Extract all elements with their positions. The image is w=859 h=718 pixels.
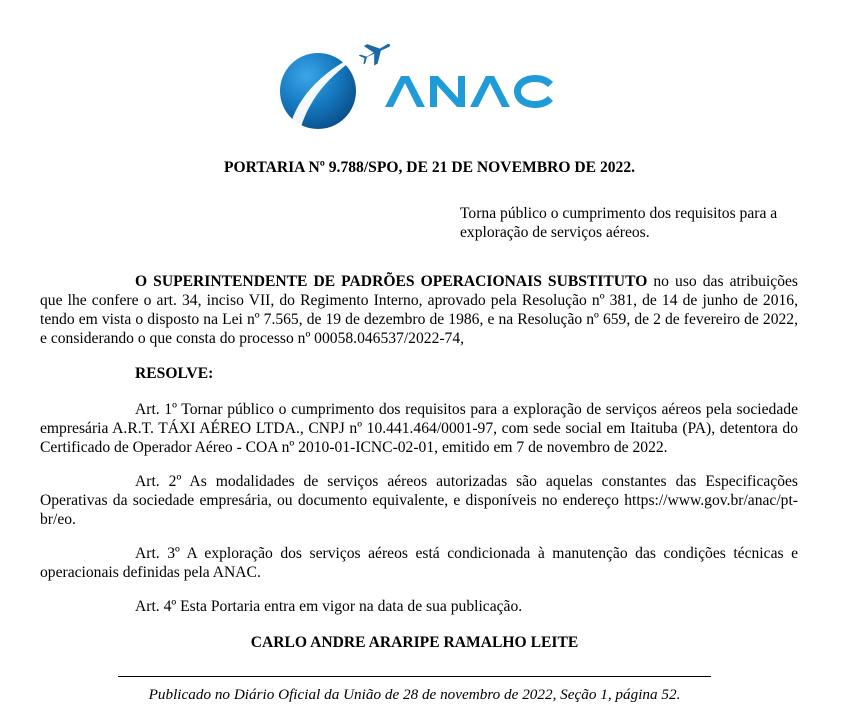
signatory-name: CARLO ANDRE ARARIPE RAMALHO LEITE <box>250 634 579 651</box>
preamble-paragraph <box>40 272 798 348</box>
globe-icon <box>280 50 368 130</box>
article-2: Art. 2º As modalidades de serviços aéreos autorizadas são aquelas constantes das Especificações Operativas da sociedade empresária, ou documento equivalente, e disponíveis no endereço https://www.gov.br/anac/pt-br/eo. <box>40 473 798 528</box>
preamble-text: no uso das atribuições que lhe confere o art. 34, inciso VII, do Regimento Interno, aprovado pela Resolução nº 381, de 14 de junho de 2016, tendo em vista o disposto na Lei nº 7.565, de 19 de dezembro de 1986, e na Resolução nº 659, de 2 de fevereiro de 2022, e considerando o que consta do processo nº 00058.046537/2022-74, <box>40 273 798 347</box>
resolve-heading: RESOLVE: <box>135 365 214 382</box>
document-summary: Torna público o cumprimento dos requisitos para a exploração de serviços aéreos. <box>460 205 778 241</box>
airplane-icon <box>356 35 395 70</box>
article-1: Art. 1º Tornar público o cumprimento dos requisitos para a exploração de serviços aéreos pela sociedade empresária A.R.T. TÁXI AÉREO LTDA., CNPJ nº 10.441.464/0001-97, com sede social em Itaituba (PA), detentora do Certificado de Operador Aéreo - COA nº 2010-01-ICNC-02-01, emitido em 7 de novembro de 2022. <box>40 401 798 456</box>
anac-wordmark <box>385 75 553 108</box>
document-title: PORTARIA Nº 9.788/SPO, DE 21 DE NOVEMBRO DE 2022. <box>223 159 636 176</box>
anac-logo <box>276 34 560 140</box>
preamble-authority: O SUPERINTENDENTE DE PADRÕES OPERACIONAIS SUBSTITUTO <box>135 273 648 290</box>
article-4: Art. 4º Esta Portaria entra em vigor na data de sua publicação. <box>135 598 523 615</box>
publication-note: Publicado no Diário Oficial da União de 28 de novembro de 2022, Seção 1, página 52. <box>148 686 681 703</box>
article-3: Art. 3º A exploração dos serviços aéreos está condicionada à manutenção das condições técnicas e operacionais definidas pela ANAC. <box>40 545 798 581</box>
footer-divider <box>118 676 711 677</box>
